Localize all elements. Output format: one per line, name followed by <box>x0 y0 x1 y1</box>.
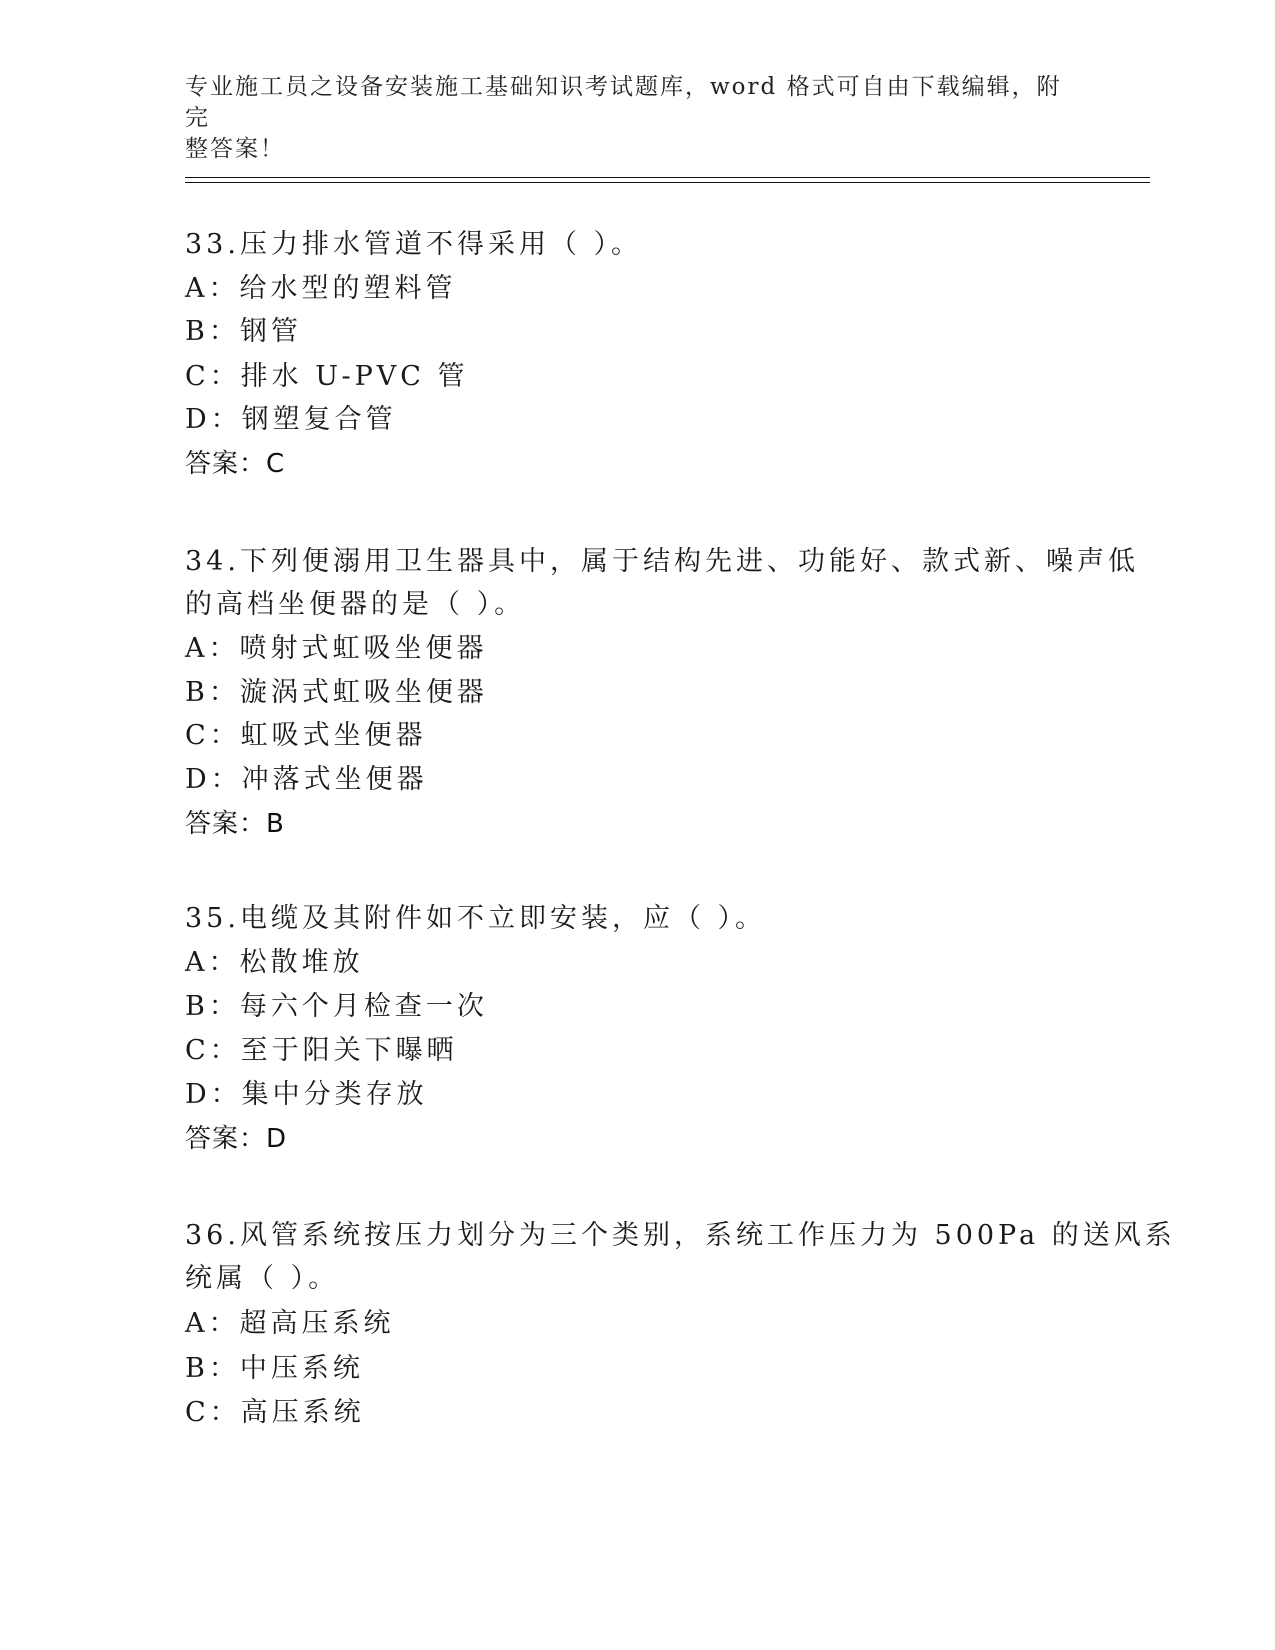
question-34-option-c: C：虹吸式坐便器 <box>185 720 427 751</box>
question-34-stem-line-1: 34.下列便溺用卫生器具中，属于结构先进、功能好、款式新、噪声低 <box>185 546 1139 577</box>
question-34-answer: 答案：B <box>185 809 285 839</box>
question-34-option-b: B：漩涡式虹吸坐便器 <box>185 677 488 708</box>
question-35-option-c: C：至于阳关下曝晒 <box>185 1035 458 1066</box>
question-33-option-c: C：排水 U-PVC 管 <box>185 361 469 392</box>
document-header <box>185 72 1085 165</box>
question-33-answer: 答案：C <box>185 449 286 479</box>
question-36-option-c: C：高压系统 <box>185 1397 365 1428</box>
question-34-option-d: D：冲落式坐便器 <box>185 764 428 795</box>
question-35-stem: 35.电缆及其附件如不立即安装，应（ ）。 <box>185 903 767 934</box>
question-36-option-a: A：超高压系统 <box>185 1308 395 1339</box>
question-36-option-b: B：中压系统 <box>185 1353 364 1384</box>
question-33-option-d: D：钢塑复合管 <box>185 404 397 435</box>
question-35-answer: 答案：D <box>185 1124 288 1154</box>
question-33-option-b: B：钢管 <box>185 316 302 347</box>
header-divider-bottom <box>185 182 1150 183</box>
question-33-option-a: A：给水型的塑料管 <box>185 273 457 304</box>
question-34-stem-line-2: 的高档坐便器的是（ ）。 <box>185 589 526 620</box>
header-line-2: 整答案！ <box>185 136 285 162</box>
question-35-option-d: D：集中分类存放 <box>185 1079 428 1110</box>
question-33-stem: 33.压力排水管道不得采用（ ）。 <box>185 229 643 260</box>
question-35-option-a: A：松散堆放 <box>185 947 364 978</box>
question-36-stem-line-1: 36.风管系统按压力划分为三个类别，系统工作压力为 500Pa 的送风系 <box>185 1220 1176 1251</box>
question-34-option-a: A：喷射式虹吸坐便器 <box>185 633 488 664</box>
question-35-option-b: B：每六个月检查一次 <box>185 991 488 1022</box>
header-line-1: 专业施工员之设备安装施工基础知识考试题库，word 格式可自由下载编辑，附完 <box>185 74 1062 131</box>
header-divider-top <box>185 177 1150 178</box>
question-36-stem-line-2: 统属（ ）。 <box>185 1263 340 1294</box>
